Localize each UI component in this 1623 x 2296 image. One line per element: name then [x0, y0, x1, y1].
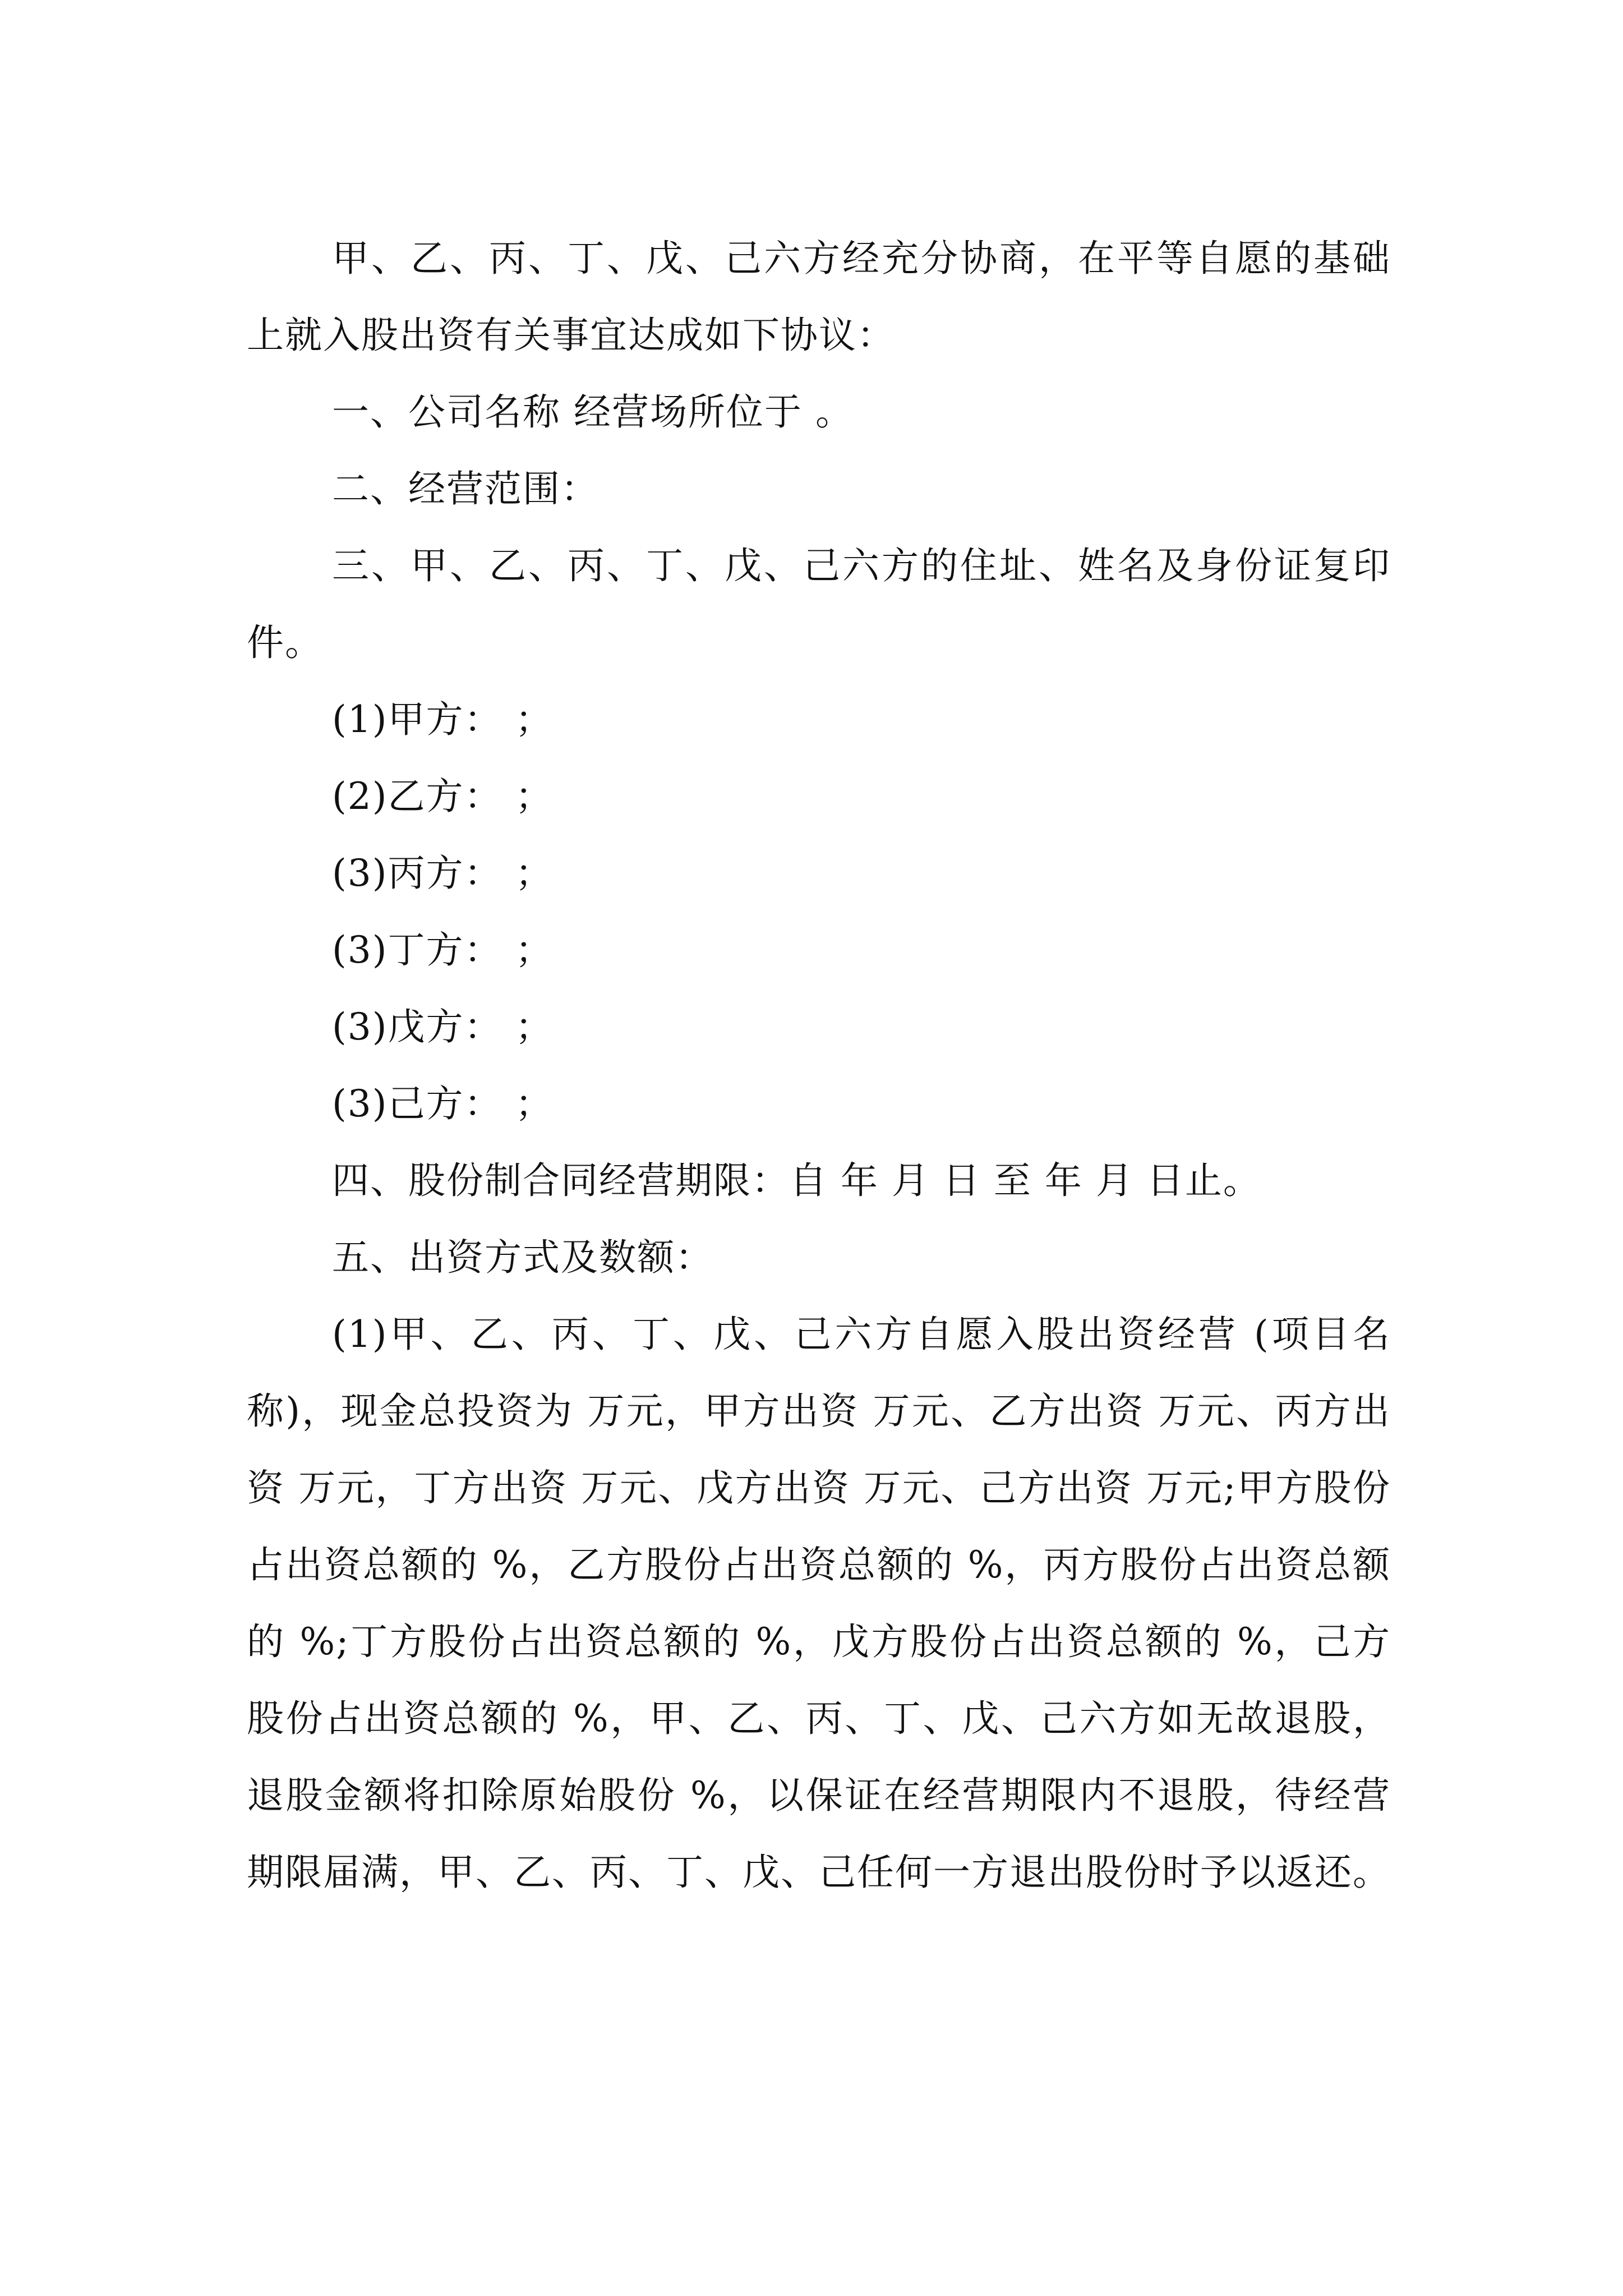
clause-contribution-heading: 五、出资方式及数额：: [332, 1236, 713, 1279]
clause-business-scope: 二、经营范围：: [332, 467, 599, 510]
party-ding: (3)丁方： ；: [332, 928, 554, 972]
party-jia: (1)甲方： ；: [332, 698, 554, 741]
clause-company-name: 一、公司名称 经营场所位于 。: [332, 390, 854, 434]
clause-contribution-detail: (1)甲、乙、丙、丁、戊、己六方自愿入股出资经营 (项目名称)，现金总投资为 万元，甲方出资 万元、乙方出资 万元、丙方出资 万元，丁方出资 万元、戊方出资 万元、己方出资 万元;甲方股份占出资总额的 %，乙方股份占出资总额的 %，丙方股份占出资总额的 %;丁方股份占出资总额的 %，戊方股份占出资总额的 %，己方股份占出资总额的 %，甲、乙、丙、丁、戊、己六方如无故退股，退股金额将扣除原始股份 %，以保证在经营期限内不退股，待经营期限届满，甲、乙、丙、丁、戊、己任何一方退出股份时予以返还。: [247, 1313, 1391, 1894]
party-yi: (2)乙方： ；: [332, 775, 554, 818]
party-bing: (3)丙方： ；: [332, 852, 554, 895]
clause-term: 四、股份制合同经营期限：自 年 月 日 至 年 月 日止。: [332, 1159, 1261, 1202]
document-body: [247, 220, 1391, 1911]
clause-parties-info: 三、甲、乙、丙、丁、戊、己六方的住址、姓名及身份证复印件。: [247, 544, 1391, 664]
party-ji: (3)己方： ；: [332, 1082, 554, 1125]
intro-paragraph: 甲、乙、丙、丁、戊、己六方经充分协商，在平等自愿的基础上就入股出资有关事宜达成如下协议：: [247, 237, 1391, 357]
party-wu: (3)戊方： ；: [332, 1005, 554, 1048]
